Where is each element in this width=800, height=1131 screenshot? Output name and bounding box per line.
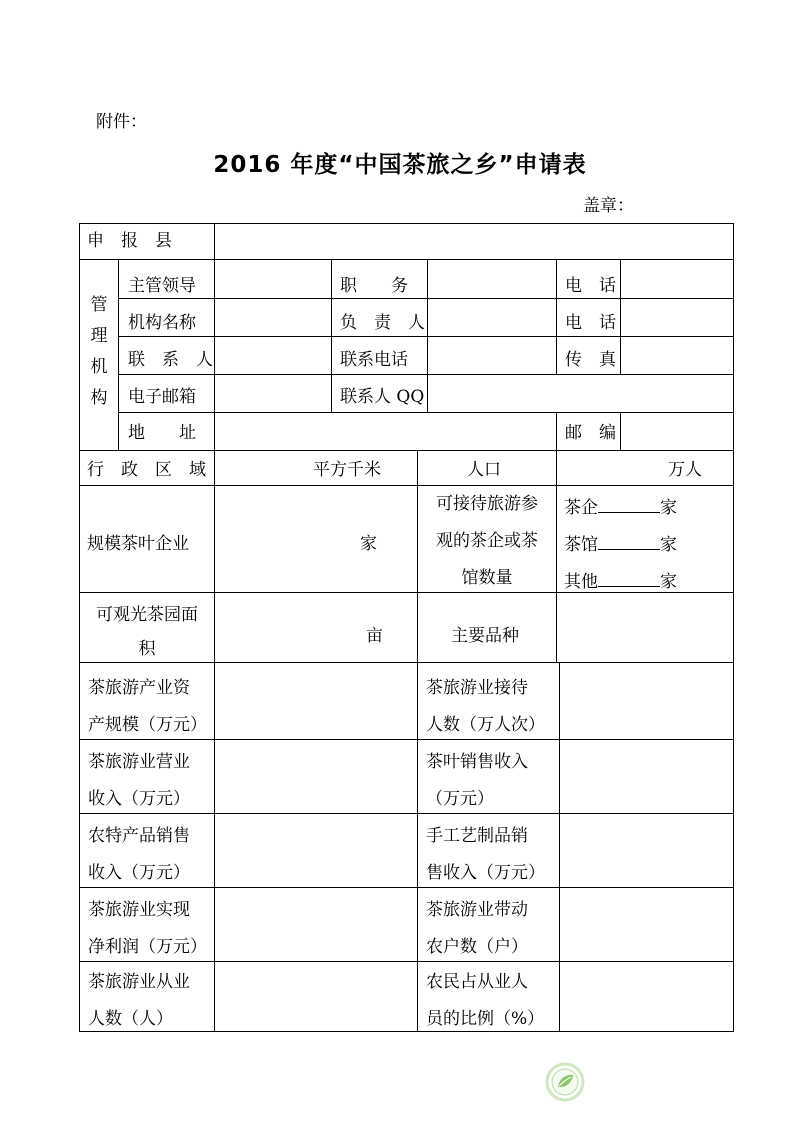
responsible-label: 负 责 人 (340, 313, 425, 333)
mgmt-char: 理 (90, 326, 108, 346)
farmer-ratio-label: 农民占从业人 员的比例（%） (426, 972, 545, 1029)
contact-label: 联 系 人 (128, 350, 213, 370)
reception-label (418, 486, 556, 597)
population-label: 人口 (467, 460, 501, 480)
email-label: 电子邮箱 (128, 387, 196, 407)
leaf-logo-icon (545, 1062, 585, 1102)
contact-phone-label: 联系电话 (340, 350, 408, 370)
reception-line: 可接待旅游参 (436, 494, 538, 514)
visitors-label: 茶旅游业接待 人数（万人次） (426, 678, 545, 735)
tea-company-entry: 茶企 家 (564, 498, 677, 518)
craft-sales-label: 手工艺制品销 售收入（万元） (426, 826, 545, 883)
org-name-label: 机构名称 (128, 313, 196, 333)
revenue-label: 茶旅游业营业 收入（万元） (88, 752, 190, 809)
varieties-label: 主要品种 (451, 626, 519, 646)
farmers-label: 茶旅游业带动 农户数（户） (426, 900, 528, 957)
mu-unit: 亩 (366, 626, 383, 646)
region-label: 行 政 区 域 (87, 460, 206, 480)
employees-label: 茶旅游业从业 人数（人） (88, 972, 190, 1029)
form-title: 2016 年度“中国茶旅之乡”申请表 (213, 152, 587, 178)
phone-label: 电 话 (565, 276, 616, 296)
county-label: 申 报 县 (87, 231, 172, 251)
mgmt-char: 机 (90, 357, 108, 377)
fill-blank[interactable] (598, 533, 660, 550)
asset-scale-label: 茶旅游产业资 产规模（万元） (88, 678, 207, 735)
fill-blank[interactable] (598, 496, 660, 513)
tea-house-entry: 茶馆 家 (564, 535, 677, 555)
garden-line: 可观光茶园面 (96, 605, 198, 625)
address-label: 地 址 (128, 423, 196, 443)
attachment-label: 附件： (96, 112, 147, 132)
net-profit-label: 茶旅游业实现 净利润（万元） (88, 900, 207, 957)
garden-line: 积 (138, 639, 156, 659)
management-org-label (80, 290, 118, 414)
garden-area-label (80, 598, 214, 666)
fax-label: 传 真 (565, 350, 616, 370)
leader-label: 主管领导 (128, 276, 196, 296)
jia-unit: 家 (360, 534, 377, 554)
reception-line: 观的茶企或茶 (436, 531, 538, 551)
mgmt-char: 管 (90, 295, 108, 315)
others-entry: 其他 家 (564, 572, 677, 592)
postcode-label: 邮 编 (565, 423, 616, 443)
reception-line: 馆数量 (461, 568, 513, 588)
agri-sales-label: 农特产品销售 收入（万元） (88, 826, 190, 883)
contact-qq-label: 联系人 QQ (340, 387, 425, 407)
phone-label: 电 话 (565, 313, 616, 333)
sqkm-unit: 平方千米 (313, 460, 381, 480)
seal-label: 盖章： (583, 196, 634, 216)
position-label: 职 务 (340, 276, 408, 296)
scale-tea-label: 规模茶叶企业 (87, 534, 189, 554)
wan-ren-unit: 万人 (668, 460, 702, 480)
fill-blank[interactable] (598, 570, 660, 587)
tea-sales-label: 茶叶销售收入 （万元） (426, 752, 528, 809)
mgmt-char: 构 (90, 388, 108, 408)
